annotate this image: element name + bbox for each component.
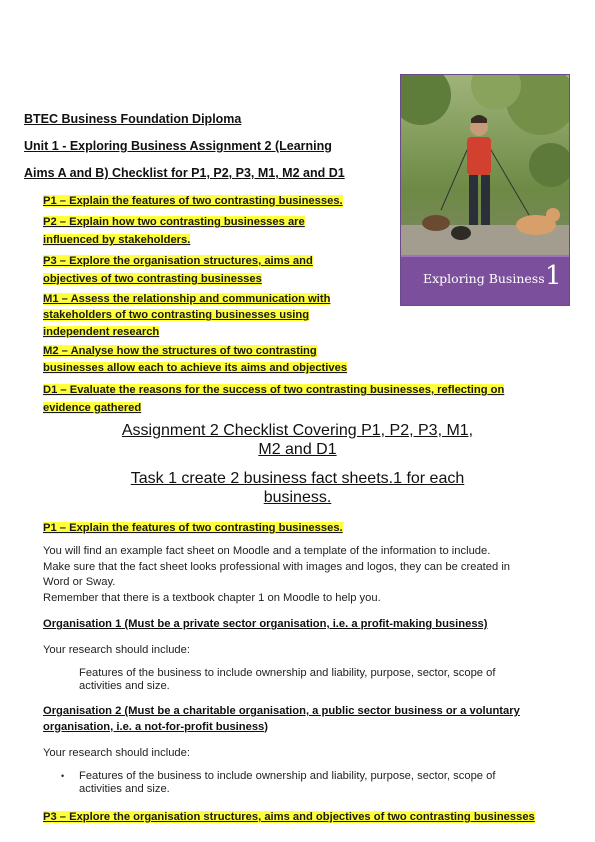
list-item: [43, 770, 563, 796]
criterion-line: D1 – Evaluate the reasons for the success of two contrasting businesses, reflecting on: [43, 384, 505, 397]
p1-label-text: P1 – Explain the features of two contrasting businesses.: [43, 522, 343, 534]
criterion-line: M2 – Analyse how the structures of two contrasting: [43, 345, 317, 358]
organisation-1-research-label: Your research should include:: [43, 644, 190, 656]
heading-line: M2 and D1: [258, 440, 337, 458]
p1-section-label: [43, 518, 343, 536]
criterion-line: businesses allow each to achieve its aims and objectives: [43, 361, 348, 374]
intro-line: Make sure that the fact sheet looks professional with images and logos, they can be created in: [43, 560, 511, 573]
criterion-line: independent research: [43, 325, 160, 338]
intro-line: Word or Sway.: [43, 576, 116, 588]
bullet-icon: •: [61, 771, 65, 781]
organisation-2-title-line: Organisation 2 (Must be a charitable organisation, a public sector business or a voluntary: [43, 705, 520, 717]
cover-title: Exploring Business: [423, 271, 545, 286]
heading-line: Task 1 create 2 business fact sheets.1 for each: [130, 470, 465, 487]
criterion-line: evidence gathered: [43, 402, 142, 415]
organisation-1-features: [43, 667, 563, 693]
cover-number: 1: [545, 261, 562, 291]
criterion-line: objectives of two contrasting businesses: [43, 273, 262, 285]
p3-label-text: P3 – Explore the organisation structures, aims and objectives of two contrasting businesses: [43, 811, 535, 823]
organisation-2-features: [43, 770, 563, 796]
p3-section-label: [43, 807, 535, 825]
list-item-text: Features of the business to include ownership and liability, purpose, sector, scope of activities and size.: [79, 770, 496, 795]
organisation-1-title: Organisation 1 (Must be a private sector organisation, i.e. a profit-making business): [43, 618, 488, 630]
organisation-2-title: [43, 704, 573, 735]
intro-paragraph: [43, 544, 563, 606]
bullet-icon: [43, 667, 79, 693]
course-title: BTEC Business Foundation Diploma: [24, 112, 242, 126]
organisation-2-research-label: Your research should include:: [43, 747, 190, 759]
heading-line: Assignment 2 Checklist Covering P1, P2, P3, M1,: [121, 422, 474, 439]
intro-line: Remember that there is a textbook chapter 1 on Moodle to help you.: [43, 591, 381, 604]
criterion-m2: [43, 342, 563, 375]
criterion-line: P3 – Explore the organisation structures, aims and: [43, 255, 313, 267]
textbook-cover-image: [400, 74, 570, 306]
intro-line: You will find an example fact sheet on Moodle and a template of the information to include.: [43, 545, 491, 557]
heading-line: business.: [263, 488, 332, 506]
criterion-line: influenced by stakeholders.: [43, 234, 191, 246]
checklist-heading: [60, 422, 535, 459]
organisation-2-title-line: organisation, i.e. a not-for-profit business): [43, 720, 269, 733]
criterion-line: M1 – Assess the relationship and communication with: [43, 293, 331, 305]
criterion-line: stakeholders of two contrasting businesses using: [43, 309, 310, 322]
list-item-text: Features of the business to include ownership and liability, purpose, sector, scope of activities and size.: [79, 667, 496, 692]
criterion-line: P2 – Explain how two contrasting businesses are: [43, 216, 305, 228]
unit-title: Unit 1 - Exploring Business Assignment 2 (Learning: [24, 139, 332, 153]
criterion-d1: [43, 380, 563, 416]
checklist-title: Aims A and B) Checklist for P1, P2, P3, M1, M2 and D1: [24, 166, 345, 180]
criterion-line: P1 – Explain the features of two contrasting businesses.: [43, 195, 343, 207]
task-heading: [60, 470, 535, 507]
list-item: [43, 667, 563, 693]
